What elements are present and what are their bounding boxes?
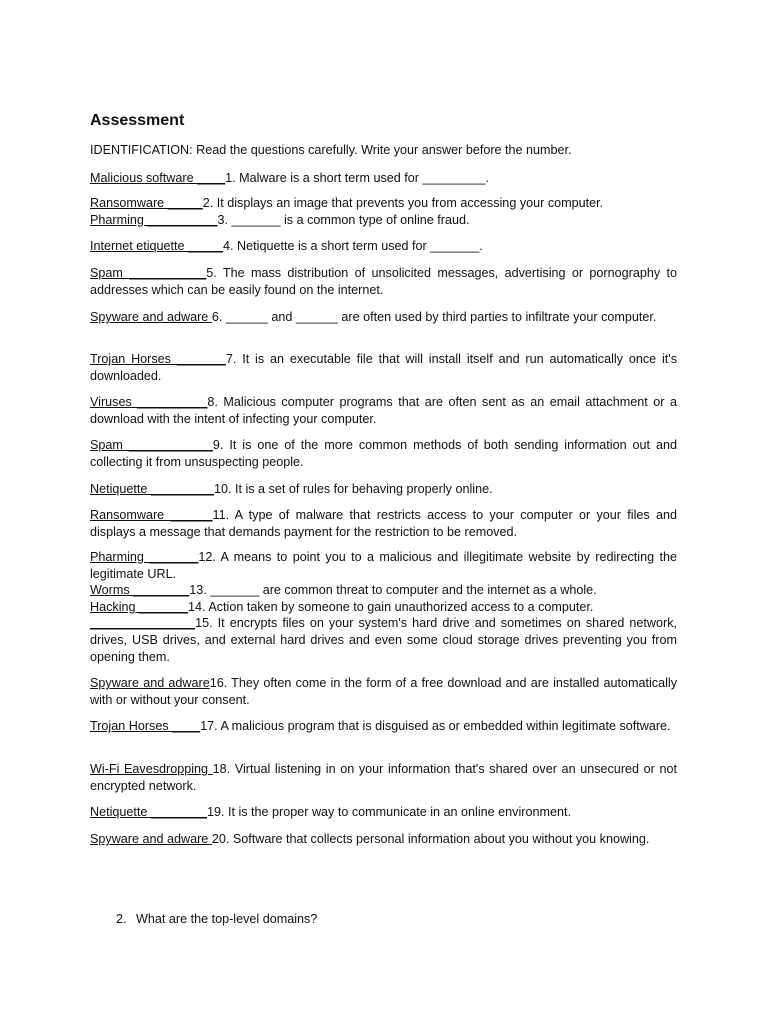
- question-text: 11. A type of malware that restricts access to your computer or your files and displays a message that demands payment for the restriction to be removed.: [90, 508, 677, 539]
- question-text: 15. It encrypts files on your system's hard drive and sometimes on shared network, drives, USB drives, and external hard drives and even some cloud storage drives preventing you from opening them.: [90, 616, 677, 664]
- list-item: [90, 481, 677, 498]
- answer: Spam ___________: [90, 266, 207, 280]
- list-item: [90, 265, 677, 299]
- question-text: 13. _______ are common threat to computer and the internet as a whole.: [189, 583, 597, 597]
- question-text: 6. ______ and ______ are often used by third parties to infiltrate your computer.: [211, 310, 657, 324]
- answer: Netiquette _________: [90, 482, 214, 496]
- question-text: 17. A malicious program that is disguised as or embedded within legitimate software.: [200, 719, 671, 733]
- list-item: [90, 238, 677, 255]
- answer: Trojan Horses ____: [90, 719, 201, 733]
- question-text: 8. Malicious computer programs that are often sent as an email attachment or a download with the intent of infecting your computer.: [90, 395, 677, 426]
- list-item: [90, 599, 677, 616]
- answer: Spyware and adware: [90, 310, 212, 324]
- instructions: IDENTIFICATION: Read the questions carefully. Write your answer before the number.: [90, 143, 572, 157]
- question-text: 12. A means to point you to a malicious and illegitimate website by redirecting the legitimate URL.: [90, 550, 677, 581]
- answer: Ransomware _____: [90, 196, 203, 210]
- answer: Spyware and adware: [90, 676, 210, 690]
- list-item: [90, 437, 677, 471]
- question-text: 5. The mass distribution of unsolicited messages, advertising or pornography to addresses which can be easily found on the internet.: [90, 266, 677, 297]
- answer: Pharming __________: [90, 213, 218, 227]
- question-text: 19. It is the proper way to communicate in an online environment.: [206, 805, 571, 819]
- answer: Internet etiquette _____: [90, 239, 224, 253]
- answer: Hacking _______: [90, 600, 189, 614]
- answer: _______________: [90, 616, 196, 630]
- question-text: 20. Software that collects personal information about you without you knowing.: [211, 832, 650, 846]
- answer: Netiquette ________: [90, 805, 207, 819]
- question-text: 16. They often come in the form of a free download and are installed automatically with or without your consent.: [90, 676, 678, 707]
- answer: Trojan Horses _______: [90, 352, 226, 366]
- list-item: [90, 309, 677, 326]
- list-item: [90, 351, 677, 385]
- question-text: 9. It is one of the more common methods of both sending information out and collecting it from unsuspecting people.: [90, 438, 677, 469]
- list-item: [90, 394, 677, 428]
- list-item: [90, 718, 677, 735]
- list-item: [90, 675, 677, 709]
- list-item: [90, 615, 677, 666]
- answer: Malicious software ____: [90, 171, 226, 185]
- answer: Wi-Fi Eavesdropping: [90, 762, 213, 776]
- list-item: [90, 507, 677, 541]
- question-text: 2. It displays an image that prevents you from accessing your computer.: [202, 196, 604, 210]
- question-number: 2.: [116, 912, 127, 926]
- question-text: 18. Virtual listening in on your information that's shared over an unsecured or not encrypted network.: [90, 762, 677, 793]
- list-item: [90, 195, 677, 212]
- answer: Pharming _______: [90, 550, 199, 564]
- question-2: [116, 911, 317, 927]
- list-item: [90, 549, 677, 583]
- list-item: [90, 804, 677, 821]
- list-item: [90, 582, 677, 599]
- answer: Spyware and adware: [90, 832, 212, 846]
- question-text: 14. Action taken by someone to gain unauthorized access to a computer.: [188, 600, 594, 614]
- page-title: Assessment: [90, 112, 185, 129]
- list-item: [90, 761, 677, 795]
- question-text: What are the top-level domains?: [136, 912, 318, 926]
- question-text: 3. _______ is a common type of online fraud.: [217, 213, 470, 227]
- list-item: [90, 170, 677, 187]
- answer: Viruses __________: [90, 395, 208, 409]
- question-text: 1. Malware is a short term used for _________.: [225, 171, 490, 185]
- list-item: [90, 831, 677, 848]
- question-text: 10. It is a set of rules for behaving properly online.: [213, 482, 493, 496]
- list-item: [90, 212, 677, 229]
- question-text: 4. Netiquette is a short term used for _______.: [223, 239, 483, 253]
- answer: Ransomware ______: [90, 508, 213, 522]
- answer: Spam ____________: [90, 438, 213, 452]
- answer: Worms ________: [90, 583, 190, 597]
- question-text: 7. It is an executable file that will install itself and run automatically once it's downloaded.: [90, 352, 677, 383]
